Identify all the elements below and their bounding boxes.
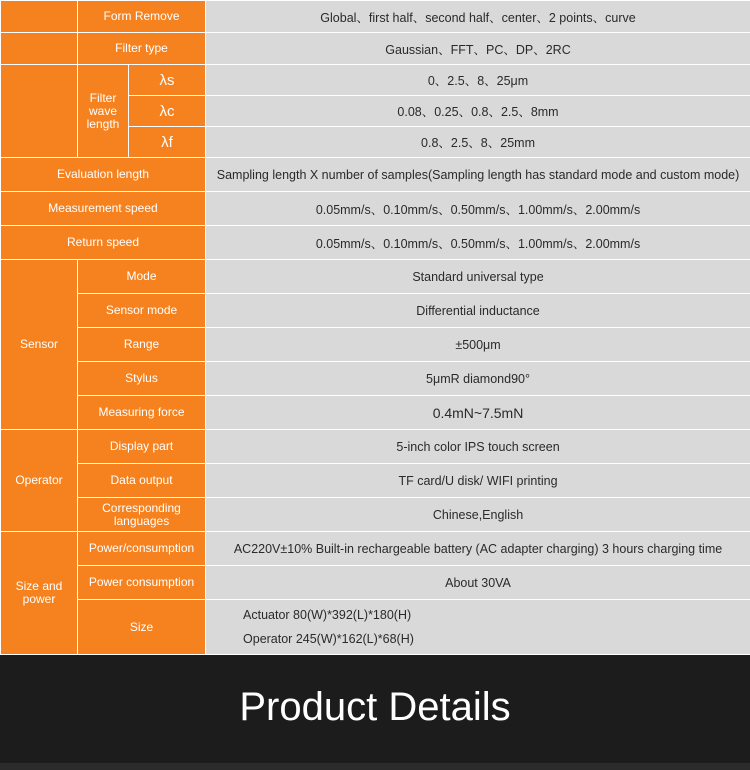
filter-type-value: Gaussian、FFT、PC、DP、2RC — [206, 33, 750, 65]
sensor-label: Sensor — [1, 260, 78, 430]
table-row — [1, 192, 750, 226]
lambda-c-symbol: λc — [129, 96, 206, 127]
operator-label: Operator — [1, 430, 78, 532]
spacer-cell — [1, 1, 78, 33]
lambda-s-symbol: λs — [129, 65, 206, 96]
table-row — [1, 33, 750, 65]
power-consumption-2-label: Power consumption — [78, 566, 206, 600]
sensor-mode-type-value: Standard universal type — [206, 260, 750, 294]
banner-title: Product Details — [239, 685, 511, 729]
size-value — [206, 600, 750, 655]
table-row — [1, 396, 750, 430]
sensor-mode-value: Differential inductance — [206, 294, 750, 328]
table-row — [1, 260, 750, 294]
sensor-mode-type-label: Mode — [78, 260, 206, 294]
return-speed-value: 0.05mm/s、0.10mm/s、0.50mm/s、1.00mm/s、2.00mm/s — [206, 226, 750, 260]
table-row — [1, 532, 750, 566]
table-row — [1, 464, 750, 498]
lambda-f-symbol: λf — [129, 127, 206, 158]
product-details-banner — [0, 655, 750, 770]
lambda-s-value: 0、2.5、8、25μm — [206, 65, 750, 96]
lambda-c-value: 0.08、0.25、0.8、2.5、8mm — [206, 96, 750, 127]
table-row — [1, 430, 750, 464]
data-output-label: Data output — [78, 464, 206, 498]
filter-wave-length-label: Filter wave length — [78, 65, 129, 158]
form-remove-value: Global、first half、second half、center、2 points、curve — [206, 1, 750, 33]
evaluation-length-value: Sampling length X number of samples(Sampling length has standard mode and custom mode) — [206, 158, 750, 192]
table-row — [1, 362, 750, 396]
data-output-value: TF card/U disk/ WIFI printing — [206, 464, 750, 498]
banner-bottom-strip — [0, 763, 750, 770]
table-row — [1, 158, 750, 192]
measurement-speed-value: 0.05mm/s、0.10mm/s、0.50mm/s、1.00mm/s、2.00mm/s — [206, 192, 750, 226]
table-row — [1, 600, 750, 655]
size-and-power-label: Size and power — [1, 532, 78, 655]
table-row — [1, 498, 750, 532]
table-row — [1, 328, 750, 362]
return-speed-label: Return speed — [1, 226, 206, 260]
range-label: Range — [78, 328, 206, 362]
power-consumption-label: Power/consumption — [78, 532, 206, 566]
corresponding-languages-label: Corresponding languages — [78, 498, 206, 532]
measurement-speed-label: Measurement speed — [1, 192, 206, 226]
actuator-size: Actuator 80(W)*392(L)*180(H) — [243, 608, 412, 622]
form-remove-label: Form Remove — [78, 1, 206, 33]
table-row — [1, 1, 750, 33]
stylus-value: 5μmR diamond90° — [206, 362, 750, 396]
operator-size: Operator 245(W)*162(L)*68(H) — [243, 632, 414, 646]
display-part-label: Display part — [78, 430, 206, 464]
power-consumption-value: AC220V±10% Built-in rechargeable battery (AC adapter charging) 3 hours charging time — [206, 532, 750, 566]
stylus-label: Stylus — [78, 362, 206, 396]
sensor-mode-label: Sensor mode — [78, 294, 206, 328]
display-part-value: 5-inch color IPS touch screen — [206, 430, 750, 464]
size-label: Size — [78, 600, 206, 655]
measuring-force-label: Measuring force — [78, 396, 206, 430]
filter-type-label: Filter type — [78, 33, 206, 65]
range-value: ±500μm — [206, 328, 750, 362]
evaluation-length-label: Evaluation length — [1, 158, 206, 192]
table-row — [1, 226, 750, 260]
table-row — [1, 566, 750, 600]
measuring-force-value: 0.4mN~7.5mN — [206, 396, 750, 430]
spacer-cell — [1, 33, 78, 65]
table-row — [1, 65, 750, 96]
table-row — [1, 294, 750, 328]
power-consumption-2-value: About 30VA — [206, 566, 750, 600]
spacer-cell — [1, 65, 78, 158]
corresponding-languages-value: Chinese,English — [206, 498, 750, 532]
lambda-f-value: 0.8、2.5、8、25mm — [206, 127, 750, 158]
